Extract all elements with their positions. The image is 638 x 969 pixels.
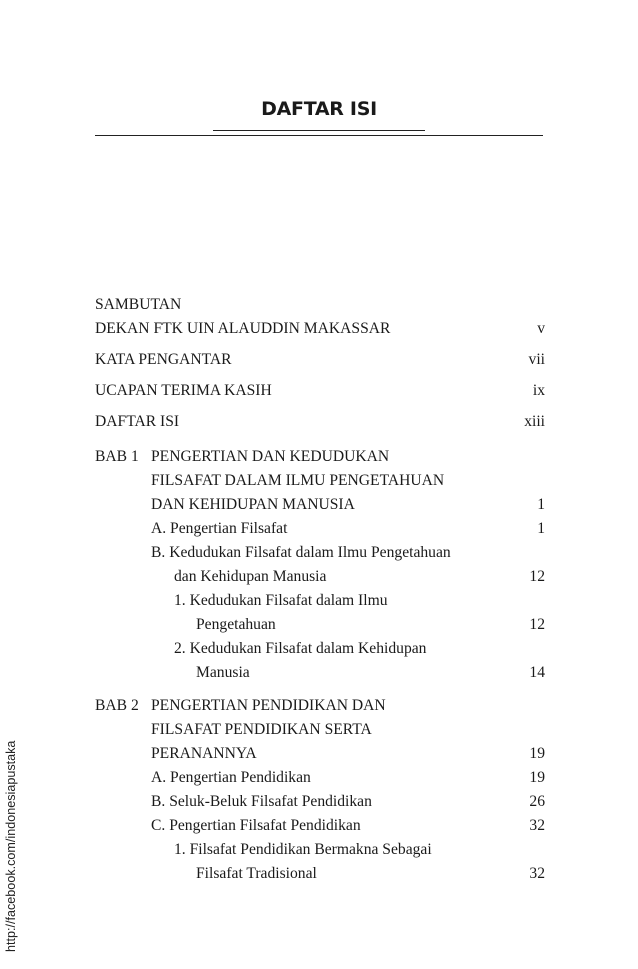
table-of-contents	[95, 293, 545, 886]
page-number: 32	[529, 865, 545, 882]
page-number: 14	[529, 664, 545, 681]
chapter-heading-bab-2: BAB 2 PENGERTIAN PENDIDIKAN DAN	[95, 694, 545, 718]
toc-subentry: A. Pengertian Pendidikan 19	[95, 766, 545, 790]
chapter-label: BAB 1	[95, 448, 139, 465]
toc-subsubentry: 1. Kedudukan Filsafat dalam Ilmu	[174, 592, 388, 609]
page-number: xiii	[524, 413, 545, 430]
chapter-title-line: FILSAFAT DALAM ILMU PENGETAHUAN	[151, 472, 445, 489]
toc-subsubentry-continuation: Manusia 14	[95, 661, 545, 685]
toc-subentry-continuation: dan Kehidupan Manusia 12	[95, 565, 545, 589]
page-number: 19	[529, 745, 545, 762]
toc-entry-dekan: DEKAN FTK UIN ALAUDDIN MAKASSAR v	[95, 317, 545, 341]
toc-subsubentry: 1. Filsafat Pendidikan Bermakna Sebagai	[174, 841, 432, 858]
page-number: ix	[532, 382, 545, 399]
page-number: 1	[537, 520, 545, 537]
toc-entry-sambutan: SAMBUTAN	[95, 296, 182, 313]
chapter-title-line: FILSAFAT PENDIDIKAN SERTA	[151, 721, 372, 738]
page-number: v	[537, 320, 545, 337]
page-title: DAFTAR ISI	[261, 98, 377, 120]
page-number: 1	[537, 496, 545, 513]
toc-entry-kata-pengantar: KATA PENGANTAR vii	[95, 348, 545, 372]
chapter-title-line: PERANANNYA 19	[95, 742, 545, 766]
page-number: 19	[529, 769, 545, 786]
page-number: vii	[528, 351, 545, 368]
page-number: 32	[529, 817, 545, 834]
toc-entry-ucapan: UCAPAN TERIMA KASIH ix	[95, 379, 545, 403]
toc-entry-daftar-isi: DAFTAR ISI xiii	[95, 410, 545, 434]
title-underline-short	[213, 130, 425, 131]
toc-subentry: B. Kedudukan Filsafat dalam Ilmu Pengetahuan	[151, 544, 451, 561]
page-number: 12	[529, 616, 545, 633]
page-number: 26	[529, 793, 545, 810]
chapter-label: BAB 2	[95, 697, 139, 714]
toc-subentry: C. Pengertian Filsafat Pendidikan 32	[95, 814, 545, 838]
toc-subsubentry-continuation: Filsafat Tradisional 32	[95, 862, 545, 886]
toc-subsubentry-continuation: Pengetahuan 12	[95, 613, 545, 637]
toc-subentry: A. Pengertian Filsafat 1	[95, 517, 545, 541]
toc-subentry: B. Seluk-Beluk Filsafat Pendidikan 26	[95, 790, 545, 814]
chapter-heading-bab-1: BAB 1 PENGERTIAN DAN KEDUDUKAN	[95, 445, 545, 469]
title-underline-long	[95, 135, 543, 136]
chapter-title-line: DAN KEHIDUPAN MANUSIA 1	[95, 493, 545, 517]
watermark-url: http://facebook.com/indonesiapustaka	[4, 740, 18, 952]
toc-subsubentry: 2. Kedudukan Filsafat dalam Kehidupan	[174, 640, 427, 657]
page-number: 12	[529, 568, 545, 585]
